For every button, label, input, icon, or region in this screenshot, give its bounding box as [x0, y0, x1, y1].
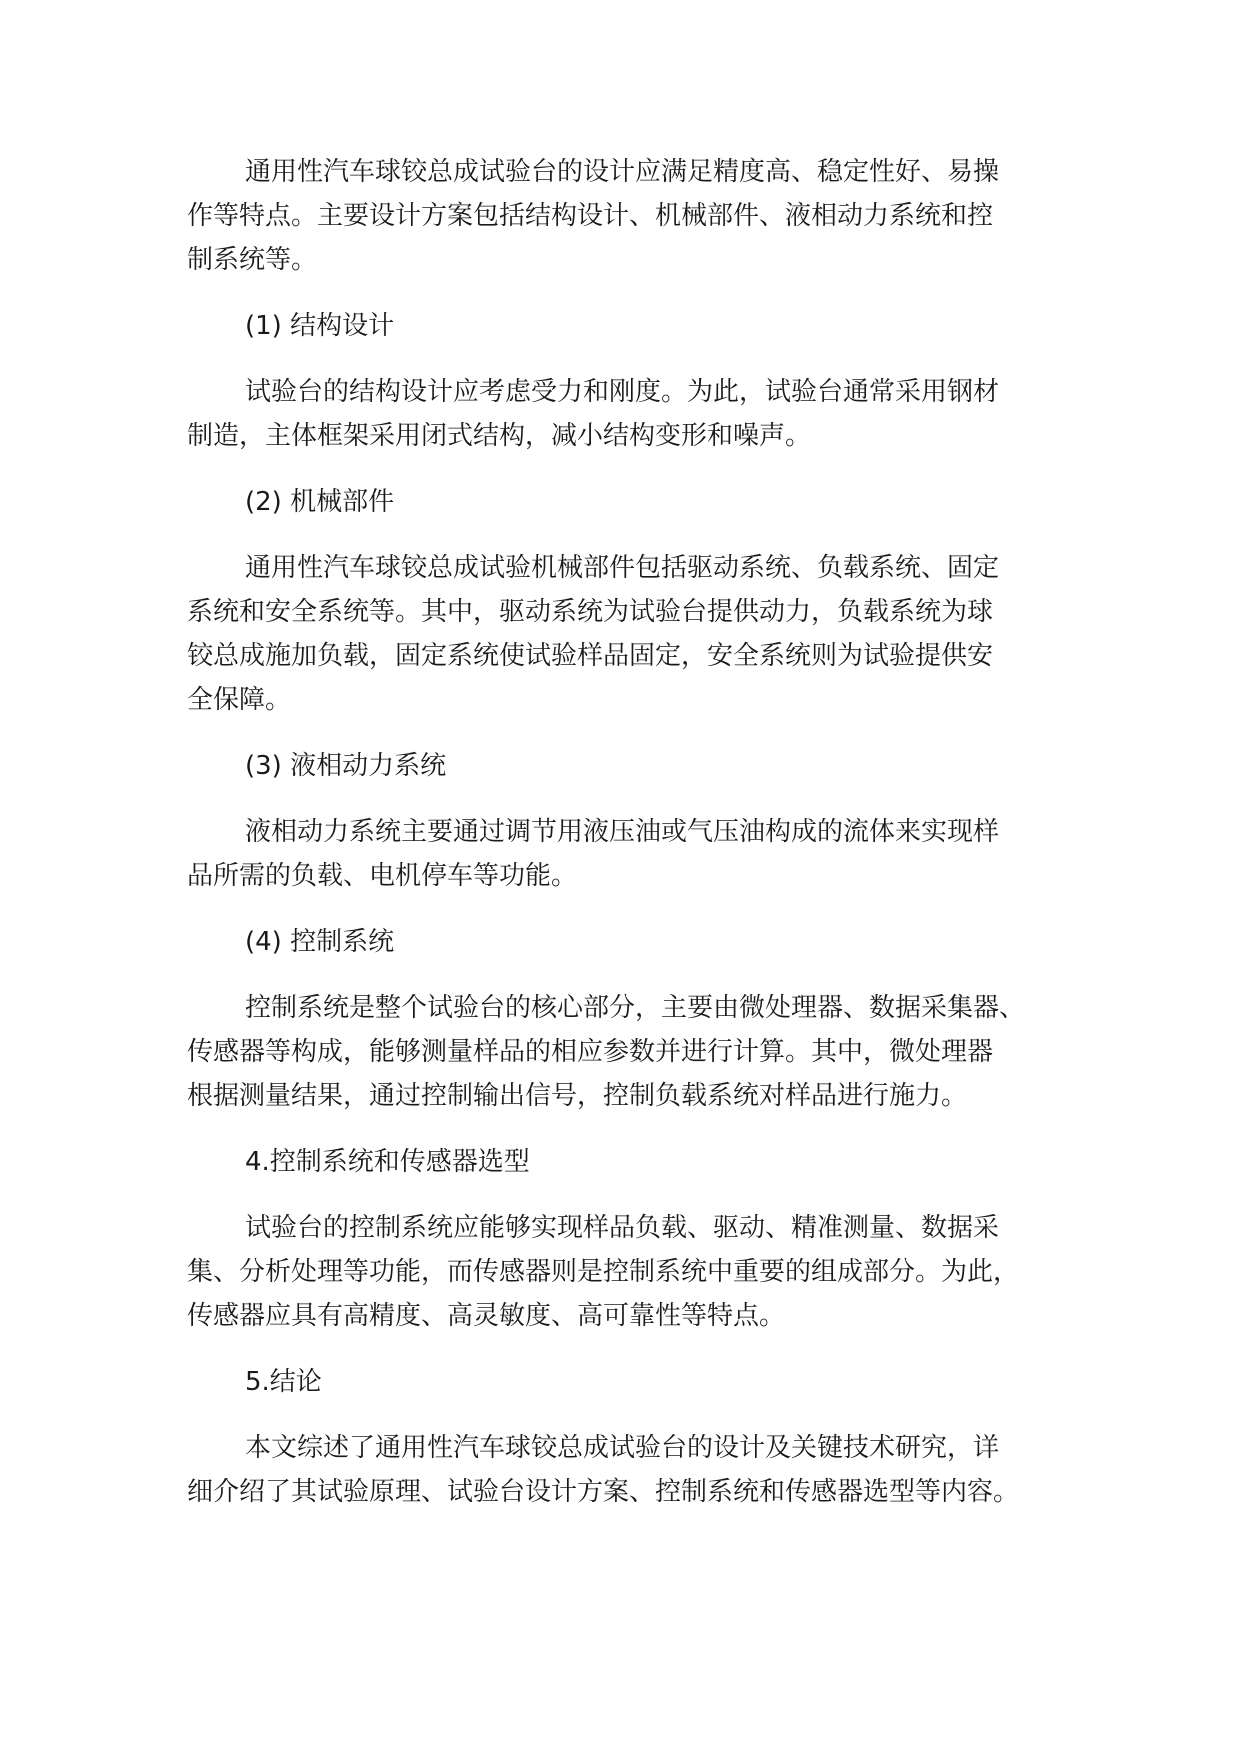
heading-structure-design	[187, 304, 1077, 348]
paragraph-line: 通用性汽车球铰总成试验台的设计应满足精度高、稳定性好、易操	[245, 157, 1000, 187]
paragraph-intro	[187, 150, 1077, 282]
paragraph-line: 传感器等构成，能够测量样品的相应参数并进行计算。其中，微处理器	[187, 1037, 994, 1067]
paragraph-line: 制系统等。	[187, 245, 318, 275]
paragraph-line: 作等特点。主要设计方案包括结构设计、机械部件、液相动力系统和控	[187, 201, 994, 231]
paragraph-line: 制造，主体框架采用闭式结构，减小结构变形和噪声。	[187, 421, 812, 451]
paragraph-conclusion	[187, 1426, 1077, 1514]
paragraph-sensor-selection	[187, 1206, 1077, 1338]
paragraph-line: 试验台的结构设计应考虑受力和刚度。为此，试验台通常采用钢材	[245, 377, 1000, 407]
paragraph-control-system	[187, 986, 1077, 1118]
paragraph-line: 液相动力系统主要通过调节用液压油或气压油构成的流体来实现样	[245, 817, 1000, 847]
paragraph-structure-design	[187, 370, 1077, 458]
paragraph-line: 通用性汽车球铰总成试验机械部件包括驱动系统、负载系统、固定	[245, 553, 1000, 583]
paragraph-line: 根据测量结果，通过控制输出信号，控制负载系统对样品进行施力。	[187, 1081, 968, 1111]
heading-mechanical-parts	[187, 480, 1077, 524]
paragraph-line: 本文综述了通用性汽车球铰总成试验台的设计及关键技术研究，详	[245, 1433, 1000, 1463]
paragraph-line: 细介绍了其试验原理、试验台设计方案、控制系统和传感器选型等内容。	[187, 1477, 1020, 1507]
section-heading: (2) 机械部件	[245, 487, 395, 517]
heading-sensor-selection	[187, 1140, 1077, 1184]
section-heading: (4) 控制系统	[245, 927, 395, 957]
paragraph-mechanical-parts	[187, 546, 1077, 722]
paragraph-line: 全保障。	[187, 685, 292, 715]
paragraph-line: 铰总成施加负载，固定系统使试验样品固定，安全系统则为试验提供安	[187, 641, 994, 671]
section-heading: (1) 结构设计	[245, 311, 395, 341]
heading-hydraulic-power	[187, 744, 1077, 788]
heading-control-system	[187, 920, 1077, 964]
paragraph-line: 品所需的负载、电机停车等功能。	[187, 861, 578, 891]
paragraph-hydraulic-power	[187, 810, 1077, 898]
section-heading: 5.结论	[245, 1367, 322, 1397]
paragraph-line: 控制系统是整个试验台的核心部分，主要由微处理器、数据采集器、	[245, 993, 1026, 1023]
paragraph-line: 系统和安全系统等。其中，驱动系统为试验台提供动力，负载系统为球	[187, 597, 994, 627]
section-heading: (3) 液相动力系统	[245, 751, 447, 781]
section-heading: 4.控制系统和传感器选型	[245, 1147, 530, 1177]
paragraph-line: 试验台的控制系统应能够实现样品负载、驱动、精准测量、数据采	[245, 1213, 1000, 1243]
heading-conclusion	[187, 1360, 1077, 1404]
paragraph-line: 集、分析处理等功能，而传感器则是控制系统中重要的组成部分。为此，	[187, 1257, 1020, 1287]
paragraph-line: 传感器应具有高精度、高灵敏度、高可靠性等特点。	[187, 1301, 786, 1331]
document-body	[187, 150, 1077, 1514]
